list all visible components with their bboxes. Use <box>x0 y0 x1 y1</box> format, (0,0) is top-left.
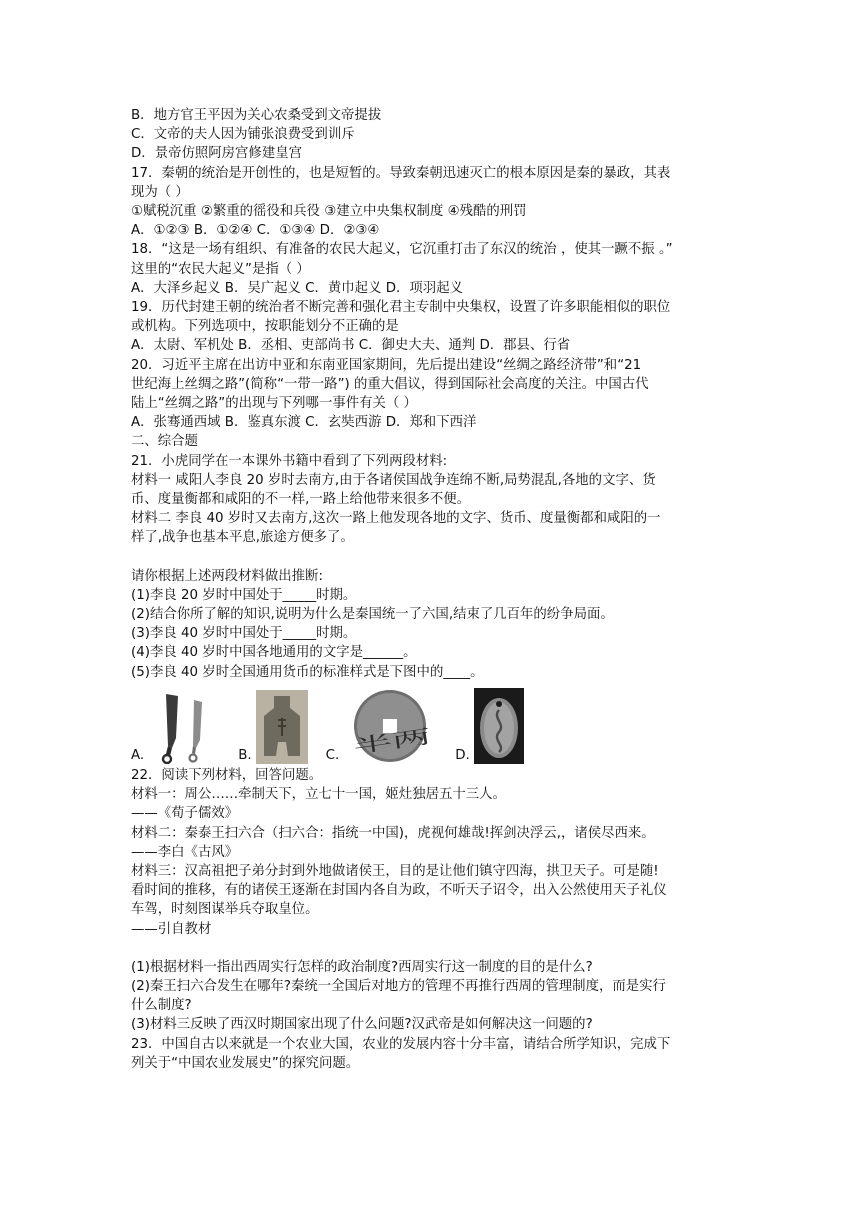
q22-material3-2: 看时间的推移，有的诸侯王逐渐在封国内各自为政，不听天子诏令，出入公然使用天子礼仪 <box>131 883 667 899</box>
coin-option-b <box>238 690 307 764</box>
q17-stem-2: 现为（ ） <box>131 184 189 200</box>
q20-options: A．张骞通西域 B．鉴真东渡 C．玄奘西游 D．郑和下西洋 <box>131 415 477 431</box>
q17-options: A．①②③ B．①②④ C．①③④ D．②③④ <box>131 223 380 239</box>
q19-options: A．太尉、军机处 B．丞相、吏部尚书 C．御史大夫、通判 D．郡县、行省 <box>131 338 571 354</box>
q20-stem-2: 世纪海上丝绸之路”(简称“一带一路”) 的重大倡议，得到国际社会高度的关注。中国古代 <box>131 376 649 392</box>
ban-liang-coin-image <box>343 688 437 764</box>
q21-material2-2: 样了,战争也基本平息,旅途方便多了。 <box>131 530 354 546</box>
question-text <box>131 106 771 1073</box>
option-c-text: C．文帝的夫人因为铺张浪费受到训斥 <box>131 127 355 143</box>
coin-option-b-label: B. <box>238 747 252 763</box>
coin-option-c <box>326 688 438 764</box>
q18-stem-1: 18．“这是一场有组织、有准备的农民大起义，它沉重打击了东汉的统治 ，使其一蹶不振 。” <box>131 242 673 258</box>
q22-material3-3: 车驾，时刻图谋举兵夺取皇位。 <box>131 902 319 918</box>
spade-coin-image <box>256 690 308 764</box>
q22-source2: ——李白《古风》 <box>131 844 239 860</box>
q17-items: ①赋税沉重 ②繁重的徭役和兵役 ③建立中央集权制度 ④残酷的刑罚 <box>131 204 527 220</box>
q21-sub5: (5)李良 40 岁时全国通用货币的标准样式是下图中的____。 <box>131 664 484 680</box>
coin-option-a-label: A. <box>131 747 145 763</box>
q21-sub3: (3)李良 40 岁时中国处于_____时期。 <box>131 626 357 642</box>
q22-sub3: (3)材料三反映了西汉时期国家出现了什么问题?汉武帝是如何解决这一问题的? <box>131 1017 593 1033</box>
q21-sub2: (2)结合你所了解的知识,说明为什么是秦国统一了六国,结束了几百年的纷争局面。 <box>131 607 614 623</box>
q19-stem-1: 19．历代封建王朝的统治者不断完善和强化君主专制中央集权，设置了许多职能相似的职位 <box>131 300 671 316</box>
coin-option-d <box>455 688 524 764</box>
coin-inscription: 半两 <box>352 730 394 759</box>
q22-sub2-1: (2)秦王扫六合发生在哪年?秦统一全国后对地方的管理不再推行西周的管理制度，而是实行 <box>131 978 666 994</box>
q21-stem: 21．小虎同学在一本课外书籍中看到了下列两段材料: <box>131 453 448 469</box>
section-heading: 二、综合题 <box>131 434 198 450</box>
q21-sub1: (1)李良 20 岁时中国处于_____时期。 <box>131 587 357 603</box>
q21-material1-1: 材料一 咸阳人李良 20 岁时去南方,由于各诸侯国战争连绵不断,局势混乱,各地的文字、货 <box>131 472 656 488</box>
blank-line <box>131 548 771 567</box>
coin-option-a <box>131 690 220 764</box>
q17-stem-1: 17．秦朝的统治是开创性的，也是短暂的。导致秦朝迅速灭亡的根本原因是秦的暴政，其表 <box>131 165 671 181</box>
q22-sub1: (1)根据材料一指出西周实行怎样的政治制度?西周实行这一制度的目的是什么? <box>131 959 593 975</box>
option-b-text: B．地方官王平因为关心农桑受到文帝提拔 <box>131 108 382 123</box>
coin-option-d-label: D. <box>455 747 470 763</box>
q22-material3-1: 材料三：汉高祖把子弟分封到外地做诸侯王，目的是让他们镇守四海，拱卫天子。可是随! <box>131 863 659 879</box>
q23-stem-1: 23．中国自古以来就是一个农业大国，农业的发展内容十分丰富，请结合所学知识，完成下 <box>131 1036 671 1052</box>
q22-material2: 材料二：秦泰王扫六合（扫六合：指统一中国)，虎视何雄哉!挥剑决浮云,，诸侯尽西来。 <box>131 825 655 841</box>
option-d-text: D．景帝仿照阿房宫修建皇宫 <box>131 146 302 162</box>
q22-source1: ——《荀子儒效》 <box>131 806 239 822</box>
q19-stem-2: 或机构。下列选项中，按职能划分不正确的是 <box>131 319 399 335</box>
q20-stem-1: 20．习近平主席在出访中亚和东南亚国家期间，先后提出建设“丝绸之路经济带”和“21 <box>131 357 642 373</box>
q22-material1: 材料一：周公……牵制天下，立七十一国，姬灶独居五十三人。 <box>131 787 506 803</box>
q21-sub4: (4)李良 40 岁时中国各地通用的文字是______。 <box>131 645 417 661</box>
knife-coin-image <box>148 690 220 764</box>
q21-material2-1: 材料二 李良 40 岁时又去南方,这次一路上他发现各地的文字、货币、度量衡都和咸阳的一 <box>131 511 661 527</box>
q20-stem-3: 陆上“丝绸之路”的出现与下列哪一事件有关（ ） <box>131 396 417 412</box>
shell-coin-image <box>474 688 524 764</box>
coin-options-row <box>131 686 771 764</box>
blank-line <box>131 939 771 958</box>
q22-source3: ——引自教材 <box>131 921 212 937</box>
coin-option-c-label: C. <box>325 747 340 763</box>
q23-stem-2: 列关于“中国农业发展史”的探究问题。 <box>131 1055 360 1071</box>
q21-material1-2: 币、度量衡都和咸阳的不一样,一路上给他带来很多不便。 <box>131 492 471 508</box>
q22-sub2-2: 什么制度? <box>131 998 192 1014</box>
q21-instruction: 请你根据上述两段材料做出推断: <box>131 568 323 584</box>
q22-stem: 22．阅读下列材料，回答问题。 <box>131 767 323 783</box>
q18-options: A．大泽乡起义 B．吴广起义 C．黄巾起义 D．项羽起义 <box>131 280 463 296</box>
q18-stem-2: 这里的“农民大起义”是指（ ） <box>131 261 310 277</box>
